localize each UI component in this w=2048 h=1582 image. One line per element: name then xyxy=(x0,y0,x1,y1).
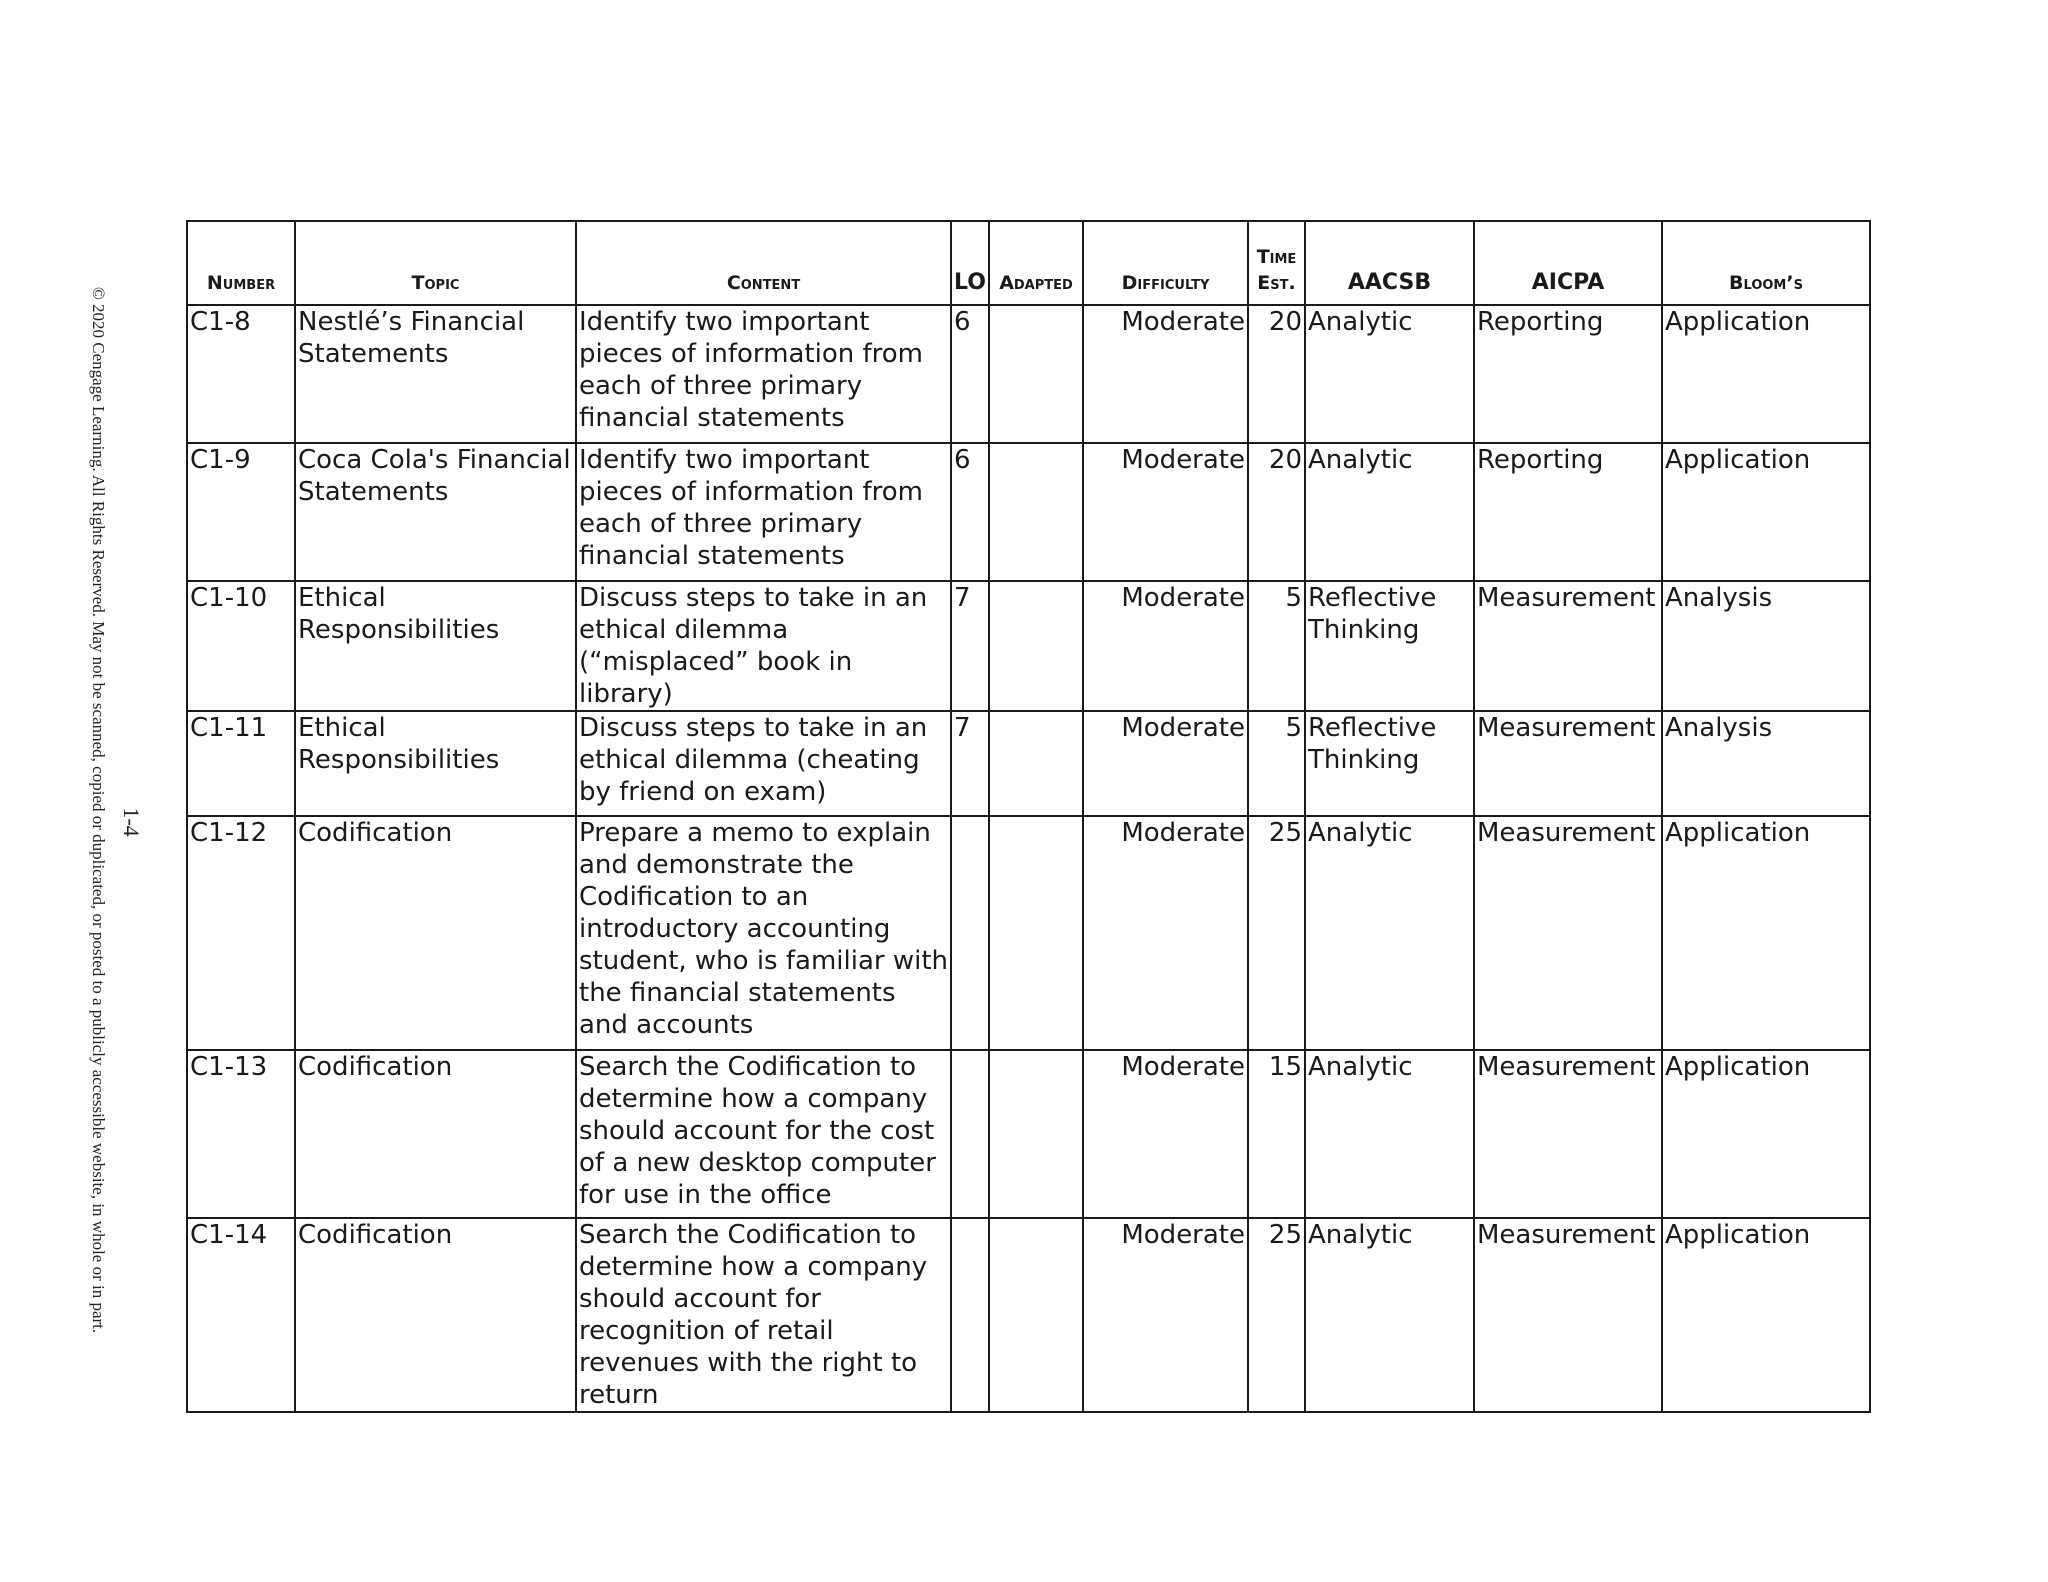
cell-adapted xyxy=(989,305,1083,443)
cell-lo: 7 xyxy=(951,711,989,816)
cell-topic: Ethical Responsibilities xyxy=(295,581,576,711)
table-row xyxy=(187,305,1870,443)
cell-number: C1-10 xyxy=(187,581,295,711)
cell-content: Search the Codification to determine how a company should account for the cost of a new desktop computer for use in the office xyxy=(576,1050,951,1218)
cell-topic: Codification xyxy=(295,816,576,1050)
cell-aicpa: Measurement xyxy=(1474,816,1662,1050)
cell-aacsb: Analytic xyxy=(1305,816,1474,1050)
cell-lo xyxy=(951,816,989,1050)
cell-time: 25 xyxy=(1248,1218,1305,1412)
cell-blooms: Application xyxy=(1662,443,1870,581)
cell-adapted xyxy=(989,1218,1083,1412)
cell-number: C1-13 xyxy=(187,1050,295,1218)
cell-aacsb: Analytic xyxy=(1305,305,1474,443)
cell-adapted xyxy=(989,816,1083,1050)
table-row xyxy=(187,1050,1870,1218)
cell-adapted xyxy=(989,1050,1083,1218)
header-time-line1: Time xyxy=(1256,246,1297,268)
cell-aicpa: Reporting xyxy=(1474,443,1662,581)
cell-lo xyxy=(951,1218,989,1412)
cell-number: C1-9 xyxy=(187,443,295,581)
cell-blooms: Analysis xyxy=(1662,581,1870,711)
cell-topic: Codification xyxy=(295,1050,576,1218)
header-lo: LO xyxy=(951,221,989,305)
cell-blooms: Analysis xyxy=(1662,711,1870,816)
cell-content: Prepare a memo to explain and demonstrate the Codification to an introductory accounting student, who is familiar with the financial statements and accounts xyxy=(576,816,951,1050)
cell-aacsb: Reflective Thinking xyxy=(1305,711,1474,816)
cell-aacsb: Analytic xyxy=(1305,443,1474,581)
cell-number: C1-11 xyxy=(187,711,295,816)
cell-aacsb: Reflective Thinking xyxy=(1305,581,1474,711)
table-row xyxy=(187,816,1870,1050)
cell-lo xyxy=(951,1050,989,1218)
cell-blooms: Application xyxy=(1662,1050,1870,1218)
header-aacsb: AACSB xyxy=(1305,221,1474,305)
table-header-row xyxy=(187,221,1870,305)
table-row xyxy=(187,1218,1870,1412)
header-number: Number xyxy=(187,221,295,305)
cell-difficulty: Moderate xyxy=(1083,305,1248,443)
cell-content: Discuss steps to take in an ethical dilemma (“misplaced” book in library) xyxy=(576,581,951,711)
cell-difficulty: Moderate xyxy=(1083,1050,1248,1218)
assignment-table xyxy=(186,220,1871,1413)
cell-topic: Coca Cola's Financial Statements xyxy=(295,443,576,581)
cell-aicpa: Measurement xyxy=(1474,711,1662,816)
cell-number: C1-12 xyxy=(187,816,295,1050)
cell-topic: Codification xyxy=(295,1218,576,1412)
cell-aicpa: Reporting xyxy=(1474,305,1662,443)
cell-adapted xyxy=(989,711,1083,816)
cell-aicpa: Measurement xyxy=(1474,581,1662,711)
cell-blooms: Application xyxy=(1662,816,1870,1050)
header-difficulty: Difficulty xyxy=(1083,221,1248,305)
header-aicpa: AICPA xyxy=(1474,221,1662,305)
cell-time: 5 xyxy=(1248,711,1305,816)
cell-number: C1-8 xyxy=(187,305,295,443)
cell-lo: 6 xyxy=(951,305,989,443)
copyright-notice: © 2020 Cengage Learning. All Rights Reserved. May not be scanned, copied or duplicated, or posted to a publicly accessible website, in whole or in part. xyxy=(89,286,108,1334)
table-row xyxy=(187,581,1870,711)
cell-topic: Nestlé’s Financial Statements xyxy=(295,305,576,443)
cell-adapted xyxy=(989,581,1083,711)
cell-difficulty: Moderate xyxy=(1083,443,1248,581)
header-adapted: Adapted xyxy=(989,221,1083,305)
cell-adapted xyxy=(989,443,1083,581)
cell-difficulty: Moderate xyxy=(1083,581,1248,711)
cell-time: 25 xyxy=(1248,816,1305,1050)
cell-difficulty: Moderate xyxy=(1083,1218,1248,1412)
cell-blooms: Application xyxy=(1662,305,1870,443)
cell-time: 20 xyxy=(1248,443,1305,581)
table-row xyxy=(187,443,1870,581)
table-row xyxy=(187,711,1870,816)
cell-content: Identify two important pieces of information from each of three primary financial statements xyxy=(576,443,951,581)
cell-time: 15 xyxy=(1248,1050,1305,1218)
header-blooms: Bloom’s xyxy=(1662,221,1870,305)
cell-lo: 7 xyxy=(951,581,989,711)
page-number: 1-4 xyxy=(119,807,144,837)
cell-blooms: Application xyxy=(1662,1218,1870,1412)
header-time-line2: Est. xyxy=(1257,272,1296,294)
cell-content: Search the Codification to determine how a company should account for recognition of retail revenues with the right to return xyxy=(576,1218,951,1412)
cell-lo: 6 xyxy=(951,443,989,581)
cell-content: Identify two important pieces of information from each of three primary financial statements xyxy=(576,305,951,443)
cell-content: Discuss steps to take in an ethical dilemma (cheating by friend on exam) xyxy=(576,711,951,816)
cell-aacsb: Analytic xyxy=(1305,1050,1474,1218)
cell-topic: Ethical Responsibilities xyxy=(295,711,576,816)
header-topic: Topic xyxy=(295,221,576,305)
cell-aicpa: Measurement xyxy=(1474,1050,1662,1218)
header-content: Content xyxy=(576,221,951,305)
cell-difficulty: Moderate xyxy=(1083,816,1248,1050)
cell-time: 20 xyxy=(1248,305,1305,443)
cell-aacsb: Analytic xyxy=(1305,1218,1474,1412)
header-time-est xyxy=(1248,221,1305,305)
cell-difficulty: Moderate xyxy=(1083,711,1248,816)
cell-time: 5 xyxy=(1248,581,1305,711)
cell-number: C1-14 xyxy=(187,1218,295,1412)
cell-aicpa: Measurement xyxy=(1474,1218,1662,1412)
